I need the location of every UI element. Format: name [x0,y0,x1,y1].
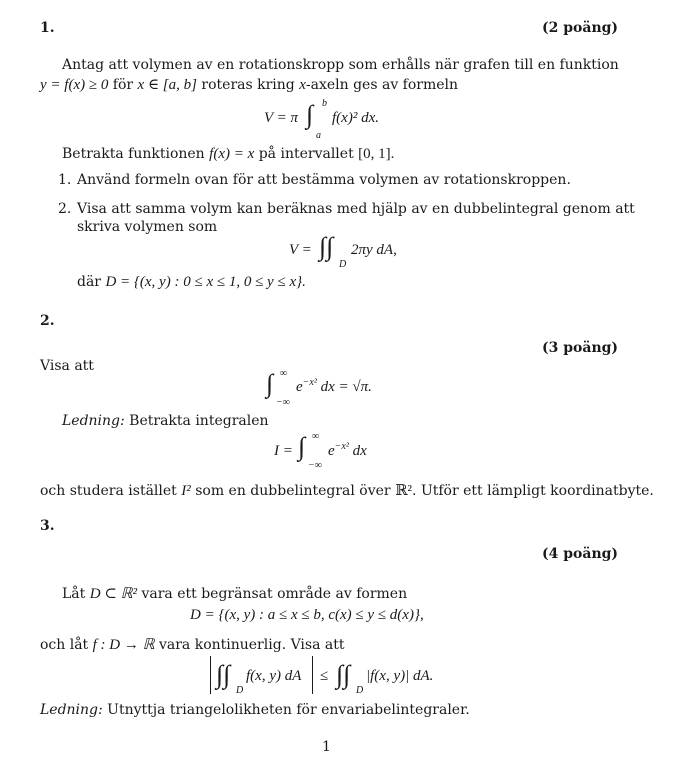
item-2-number: 2. [58,201,72,217]
double-integral-sign: ∫∫ [216,660,231,689]
problem-2-number: 2. [40,313,55,329]
problem-2-study [40,481,654,500]
problem-2-show: Visa att [40,358,94,374]
inline-math: I² [181,483,191,499]
text-span: och låt [40,637,93,653]
integral-sign: ∫ [306,100,314,129]
exp-base: e [328,443,335,459]
problem-2-hint [62,413,269,429]
formula-left: V = [289,242,312,258]
exp-base: e [296,379,303,395]
problem-3-hint [40,702,470,718]
formula-left: V = π [264,110,299,126]
integral-lower-limit: −∞ [276,397,290,408]
integral-upper-limit: b [322,98,327,109]
formula-rest: dx = √π. [316,379,372,395]
formula-left: I = [274,443,293,459]
text-span: Betrakta funktionen [62,146,210,162]
exp-power: −x² [334,441,349,452]
inline-math: D ⊂ ℝ² [89,586,138,602]
integral-lower-limit: a [316,130,321,141]
abs-bar-left [210,656,211,694]
inline-math: f : D → ℝ [92,637,155,653]
problem-3-points: (4 poäng) [542,546,619,562]
exp-power: −x² [302,377,317,388]
problem-1-number: 1. [40,20,55,36]
page-number: 1 [322,739,331,755]
formula-right: f(x)² dx. [332,110,379,126]
inline-math: f(x) = x [209,146,255,162]
formula-body [328,443,367,460]
problem-3-number: 3. [40,518,55,534]
problem-1-points: (2 poäng) [542,20,619,36]
text-span: -axeln ges av formeln [305,77,459,93]
problem-3-and-let [40,635,345,654]
integrand-abs: |f(x, y)| dA. [366,668,434,684]
problem-1-intro-line2 [40,75,458,94]
problem-3-inequality-formula [210,656,450,698]
hint-label: Ledning: [40,702,103,718]
inline-math: x ∈ [a, b] [137,77,197,93]
problem-1-where [77,274,306,291]
text-span: roteras kring [196,77,300,93]
hint-label: Ledning: [62,413,125,429]
double-integral-sign: ∫∫ [336,660,351,689]
problem-3-let [62,584,407,603]
integral-sign: ∫ [266,369,274,398]
formula-body [296,379,372,396]
inline-math: D = {(x, y) : 0 ≤ x ≤ 1, 0 ≤ y ≤ x}. [105,274,306,290]
inline-math: y = f(x) ≥ 0 [40,77,109,93]
problem-2-points: (3 poäng) [542,340,619,356]
inline-math: x [299,77,306,93]
integral-domain: D [236,685,244,696]
problem-1-intro-line1: Antag att volymen av en rotationskropp som erhålls när grafen till en funktion [62,57,619,73]
abs-bar-right [312,656,313,694]
integrand: f(x, y) dA [246,668,302,684]
text-span: och studera istället [40,483,182,499]
text-span: för [108,77,138,93]
double-integral-sign: ∫∫ [319,232,334,261]
formula-rest: dx [348,443,367,459]
integral-upper-limit: ∞ [312,431,320,442]
text-span: Låt [62,586,90,602]
item-1-number: 1. [58,172,72,188]
hint-text: Utnyttja triangelolikheten för envariabelintegraler. [102,702,470,718]
integral-lower-limit: −∞ [308,460,322,471]
inline-math: ℝ² [395,483,413,499]
integral-domain: D [356,685,364,696]
text-span: vara kontinuerlig. Visa att [154,637,345,653]
integral-sign: ∫ [298,432,306,461]
text-span: på intervallet [254,146,359,162]
text-span: vara ett begränsat område av formen [137,586,408,602]
item-2-line2: skriva volymen som [77,219,218,235]
item-1-text: Använd formeln ovan för att bestämma volymen av rotationskroppen. [77,172,571,188]
text-span: . Utför ett lämpligt koordinatbyte. [412,483,654,499]
leq-sign: ≤ [320,668,329,684]
formula-right: 2πy dA, [351,242,397,258]
problem-1-consider [62,146,394,163]
integral-domain: D [339,259,347,270]
integral-upper-limit: ∞ [280,368,288,379]
text-span: där [77,274,106,290]
inline-math: [0, 1]. [358,146,395,162]
hint-text: Betrakta integralen [124,413,269,429]
problem-3-domain-formula: D = {(x, y) : a ≤ x ≤ b, c(x) ≤ y ≤ d(x)}, [190,607,424,623]
text-span: som en dubbelintegral över [190,483,396,499]
item-2-line1: Visa att samma volym kan beräknas med hjälp av en dubbelintegral genom att [77,201,635,217]
